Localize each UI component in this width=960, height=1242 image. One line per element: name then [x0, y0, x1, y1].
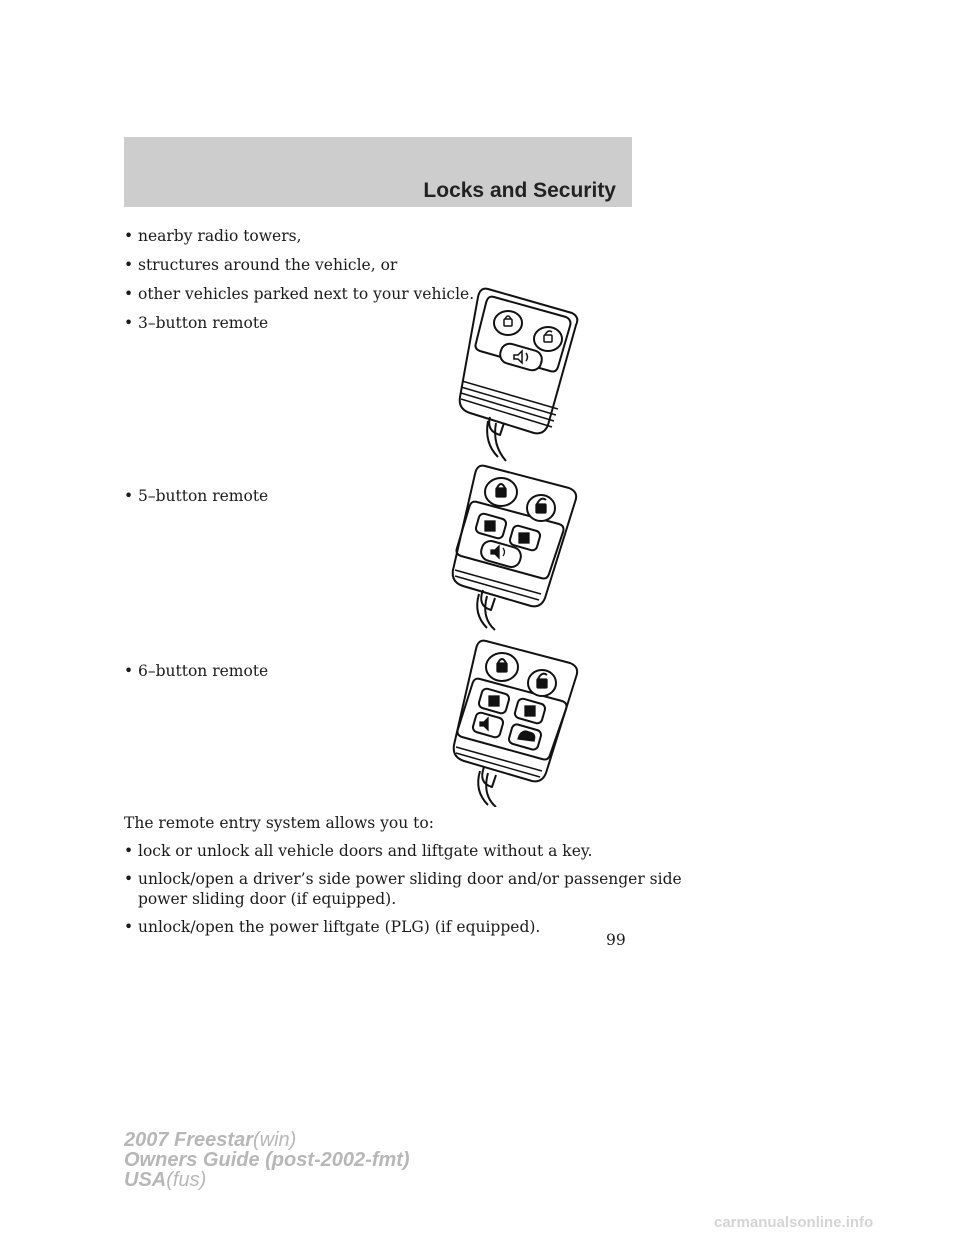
- document-footer: [124, 1130, 410, 1190]
- footer-line-1: 2007 Freestar(win): [124, 1129, 297, 1151]
- five-button-remote-illustration: [433, 462, 583, 632]
- page-number: 99: [606, 931, 626, 949]
- footer-line-3: USA(fus): [124, 1169, 207, 1191]
- six-button-remote-illustration: [434, 637, 584, 807]
- section-title: Locks and Security: [423, 179, 616, 202]
- footer-line-2: Owners Guide (post-2002-fmt): [124, 1149, 410, 1171]
- intro-paragraph: The remote entry system allows you to:: [124, 814, 434, 832]
- section-header-band: [124, 137, 632, 207]
- watermark-link[interactable]: carmanualsonline.info: [714, 1214, 874, 1231]
- three-button-remote-illustration: [440, 285, 590, 463]
